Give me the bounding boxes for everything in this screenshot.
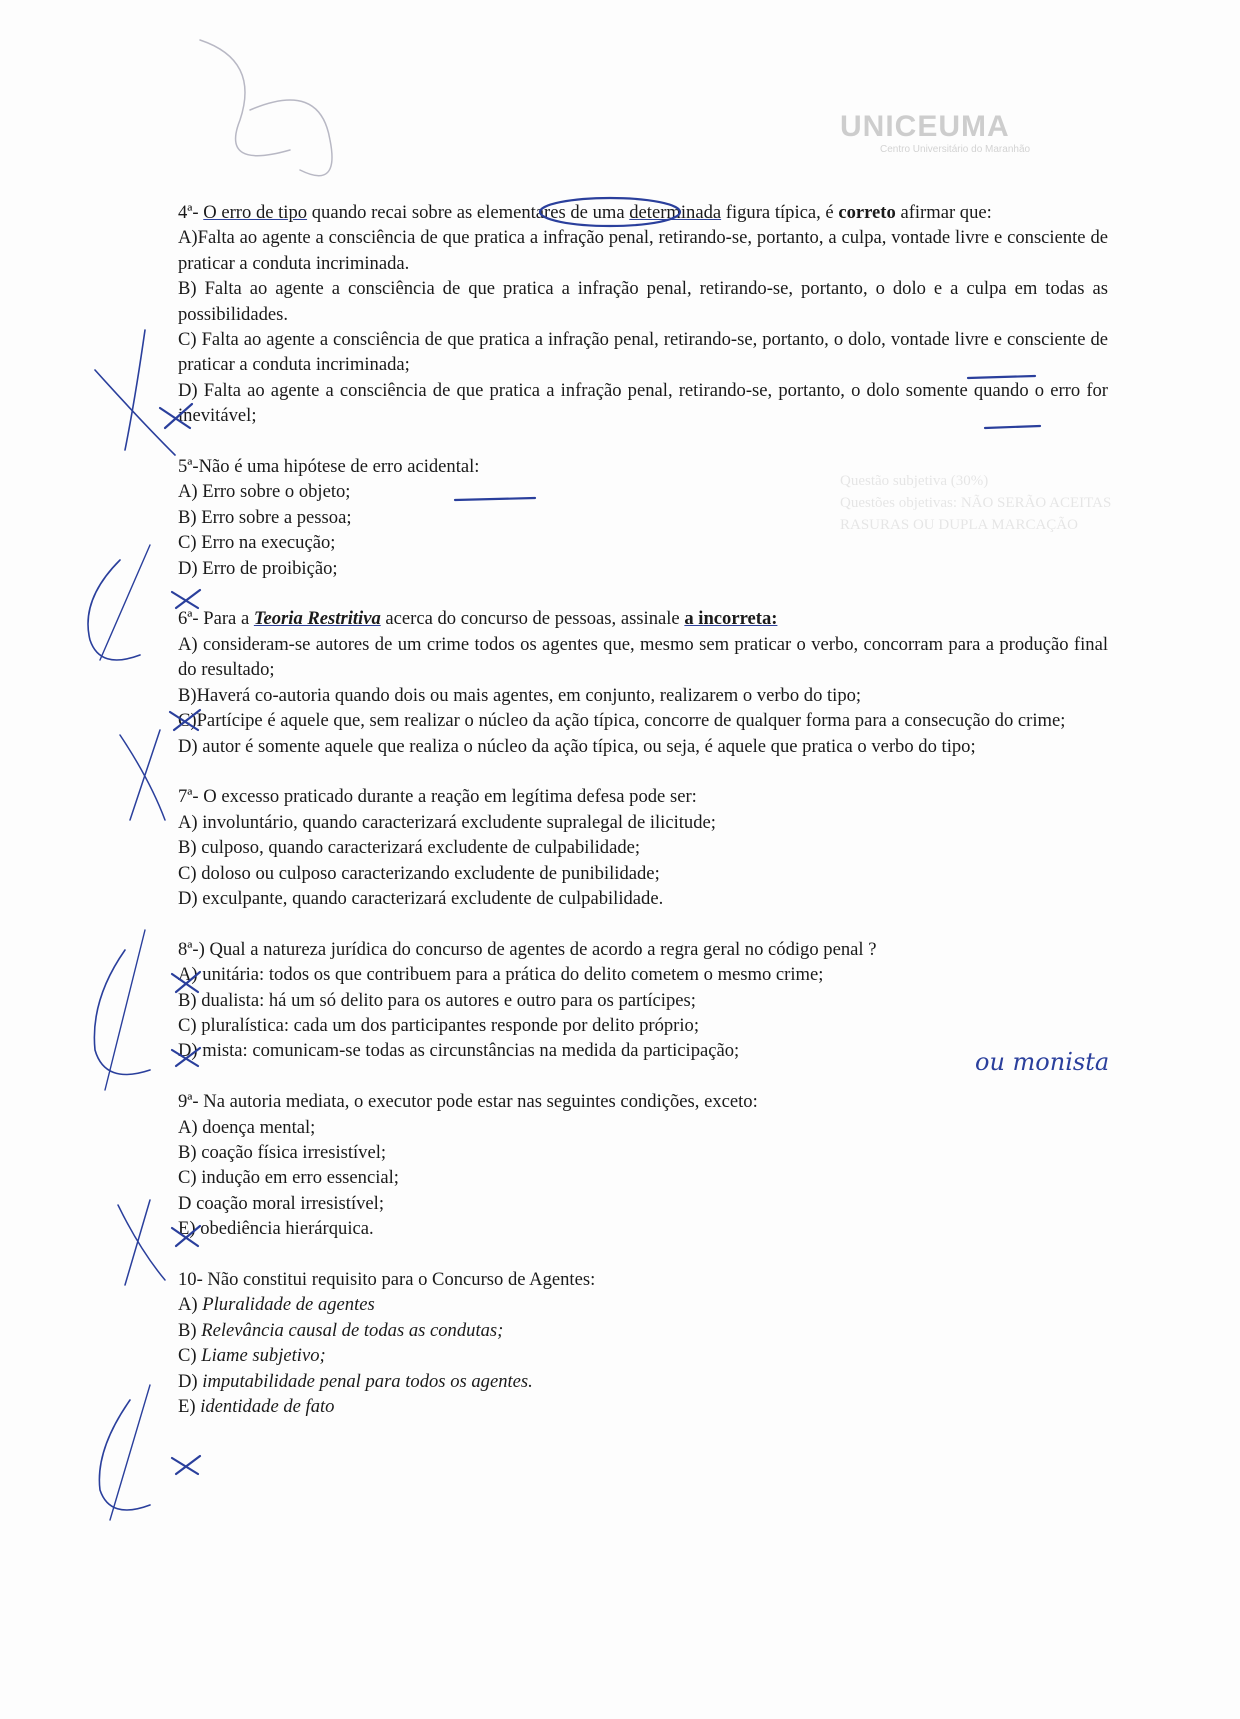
question-9 [178, 1089, 1108, 1241]
option-b: B) Erro sobre a pessoa; [178, 506, 352, 528]
question-stem: 8ª-) Qual a natureza jurídica do concurso de agentes de acordo a regra geral no código penal ? [178, 938, 877, 960]
question-6 [178, 606, 1108, 758]
check-mark-d [172, 1456, 200, 1474]
grade-c-mark [99, 1400, 150, 1510]
grade-c-mark [100, 545, 150, 660]
ghost-line: Questões objetivas: NÃO SERÃO ACEITAS RASURAS OU DUPLA MARCAÇÃO [840, 495, 1112, 533]
option-b: B) Falta ao agente a consciência de que pratica a infração penal, retirando-se, portanto, o dolo e a culpa em todas as possibilidades. [178, 278, 1108, 325]
question-10 [178, 1267, 1108, 1419]
option-c: C) Liame subjetivo; [178, 1345, 326, 1367]
handwritten-note: ou monista [975, 1048, 1110, 1076]
exam-questions [178, 200, 1108, 1445]
question-stem: 5ª-Não é uma hipótese de erro acidental: [178, 456, 480, 478]
logo-subtitle: Centro Universitário do Maranhão [880, 144, 1031, 155]
question-stem: 9ª- Na autoria mediata, o executor pode estar nas seguintes condições, exceto: [178, 1091, 758, 1113]
option-a: A) Erro sobre o objeto; [178, 481, 351, 503]
option-d: D) mista: comunicam-se todas as circunstâncias na medida da participação; [178, 1040, 740, 1062]
x-mark [125, 330, 145, 450]
question-stem: 10- Não constitui requisito para o Concurso de Agentes: [178, 1268, 596, 1290]
option-a: A) unitária: todos os que contribuem para a prática do delito cometem o mesmo crime; [178, 964, 824, 986]
question-7 [178, 784, 1108, 911]
question-stem: 4ª- O erro de tipo quando recai sobre as elementares de uma determinada figura típica, é correto afirmar que: [178, 202, 992, 223]
option-d: D) imputabilidade penal para todos os agentes. [178, 1370, 533, 1392]
ghost-line: Questão subjetiva (30%) [840, 473, 989, 489]
option-c: C) doloso ou culposo caracterizando excludente de punibilidade; [178, 862, 660, 884]
logo-mark: UNICEUMA [840, 110, 1010, 143]
pencil-scribble [200, 40, 290, 156]
option-c: C) Falta ao agente a consciência de que pratica a infração penal, retirando-se, portanto, o dolo, vontade livre e consciente de praticar a conduta incriminada; [178, 329, 1108, 376]
grade-c-mark [105, 930, 145, 1090]
option-d: D) Erro de proibição; [178, 557, 338, 579]
option-d: D) autor é somente aquele que realiza o núcleo da ação típica, ou seja, é aquele que pratica o verbo do tipo; [178, 735, 976, 757]
option-b: B) dualista: há um só delito para os autores e outro para os partícipes; [178, 989, 696, 1011]
pencil-scribble [250, 100, 332, 176]
option-c: C) Erro na execução; [178, 532, 336, 554]
option-c: C) indução em erro essencial; [178, 1167, 399, 1189]
option-c: C) pluralística: cada um dos participantes responde por delito próprio; [178, 1014, 699, 1036]
option-b: B) coação física irresistível; [178, 1141, 387, 1163]
x-mark [125, 1200, 150, 1285]
option-b: B)Haverá co-autoria quando dois ou mais agentes, em conjunto, realizarem o verbo do tipo; [178, 684, 862, 706]
option-c: C)Partícipe é aquele que, sem realizar o núcleo da ação típica, concorre de qualquer forma para a consecução do crime; [178, 710, 1066, 732]
option-b: B) Relevância causal de todas as condutas; [178, 1319, 504, 1341]
question-stem: 7ª- O excesso praticado durante a reação em legítima defesa pode ser: [178, 786, 697, 808]
option-a: A) involuntário, quando caracterizará excludente supralegal de ilicitude; [178, 811, 716, 833]
option-a: A)Falta ao agente a consciência de que pratica a infração penal, retirando-se, portanto, a culpa, vontade livre e consciente de praticar a conduta incriminada. [178, 227, 1108, 274]
option-a: A) consideram-se autores de um crime todos os agentes que, mesmo sem praticar o verbo, concorram para a produção final do resultado; [178, 633, 1108, 681]
question-stem: 6ª- Para a Teoria Restritiva acerca do concurso de pessoas, assinale a incorreta: [178, 608, 778, 630]
question-8 [178, 937, 1108, 1064]
option-a: A) doença mental; [178, 1116, 316, 1138]
grade-c-mark [88, 560, 140, 660]
x-mark [130, 730, 160, 820]
grade-c-mark [94, 950, 150, 1075]
x-mark [95, 370, 175, 455]
option-b: B) culposo, quando caracterizará excludente de culpabilidade; [178, 837, 641, 859]
option-e: E) obediência hierárquica. [178, 1218, 374, 1240]
institution-logo [840, 110, 1080, 180]
option-a: A) Pluralidade de agentes [178, 1294, 375, 1316]
option-d: D) Falta ao agente a consciência de que pratica a infração penal, retirando-se, portanto, o dolo somente quando o erro for inevitável; [178, 379, 1108, 427]
option-d: D) exculpante, quando caracterizará excludente de culpabilidade. [178, 887, 664, 909]
option-e: E) identidade de fato [178, 1396, 335, 1417]
question-5 [178, 454, 1108, 581]
grade-c-mark [110, 1385, 150, 1520]
x-mark [120, 735, 165, 820]
option-d: D coação moral irresistível; [178, 1192, 385, 1214]
x-mark [118, 1205, 165, 1280]
question-4 [178, 200, 1108, 429]
